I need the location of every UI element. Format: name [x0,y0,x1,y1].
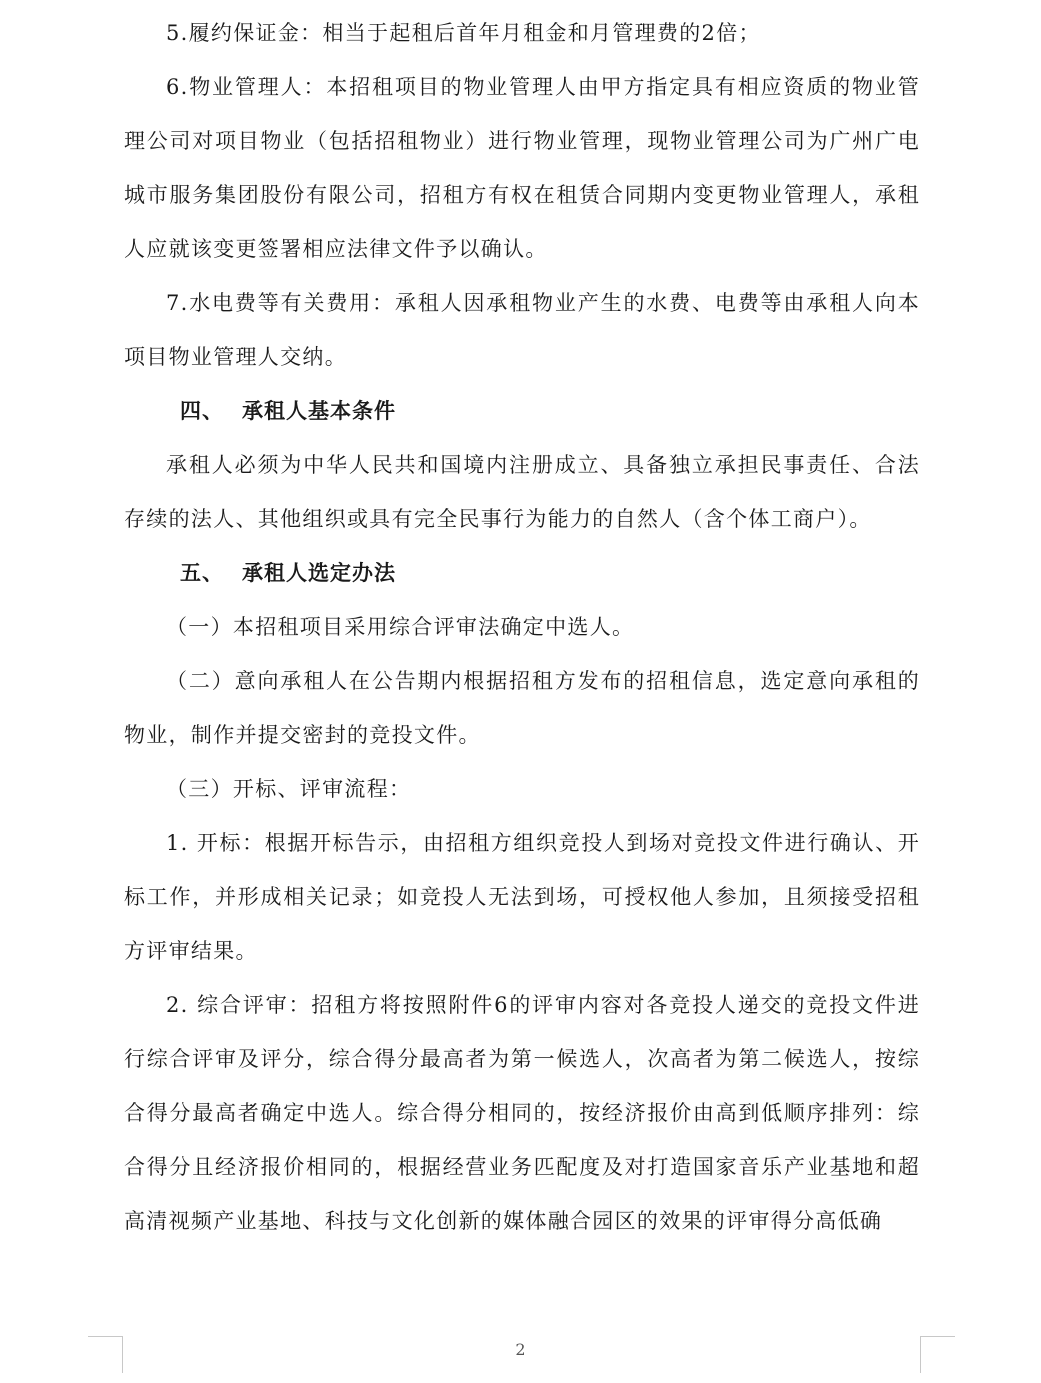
section-title: 承租人选定办法 [242,561,396,585]
document-body [124,6,920,1248]
process-step-bid-opening: 1. 开标：根据开标告示，由招租方组织竞投人到场对竞投文件进行确认、开标工作，并形成相关记录；如竞投人无法到场，可授权他人参加，且须接受招租方评审结果。 [124,831,920,963]
clause-utility-fees: 7.水电费等有关费用：承租人因承租物业产生的水费、电费等由承租人向本项目物业管理人交纳。 [124,291,920,369]
section-heading-four [124,384,920,438]
section-heading-five [124,546,920,600]
section-number: 五、 [180,561,224,585]
clause-property-manager: 6.物业管理人：本招租项目的物业管理人由甲方指定具有相应资质的物业管理公司对项目物业（包括招租物业）进行物业管理，现物业管理公司为广州广电城市服务集团股份有限公司，招租方有权在租赁合同期内变更物业管理人，承租人应就该变更签署相应法律文件予以确认。 [124,75,920,261]
process-step-evaluation: 2. 综合评审：招租方将按照附件6的评审内容对各竞投人递交的竞投文件进行综合评审及评分，综合得分最高者为第一候选人，次高者为第二候选人，按综合得分最高者确定中选人。综合得分相同的，按经济报价由高到低顺序排列：综合得分且经济报价相同的，根据经营业务匹配度及对打造国家音乐产业基地和超高清视频产业基地、科技与文化创新的媒体融合园区的效果的评审得分高低确 [124,993,920,1233]
selection-item-two: （二）意向承租人在公告期内根据招租方发布的招租信息，选定意向承租的物业，制作并提交密封的竞投文件。 [124,669,920,747]
selection-item-one: （一）本招租项目采用综合评审法确定中选人。 [166,615,635,639]
clause-performance-bond: 5.履约保证金：相当于起租后首年月租金和月管理费的2倍； [166,21,761,45]
selection-item-three: （三）开标、评审流程： [166,777,412,801]
page-number: 2 [515,1340,526,1359]
section-title: 承租人基本条件 [242,399,396,423]
lessee-requirements-paragraph: 承租人必须为中华人民共和国境内注册成立、具备独立承担民事责任、合法存续的法人、其他组织或具有完全民事行为能力的自然人（含个体工商户）。 [124,453,920,531]
section-number: 四、 [180,399,224,423]
